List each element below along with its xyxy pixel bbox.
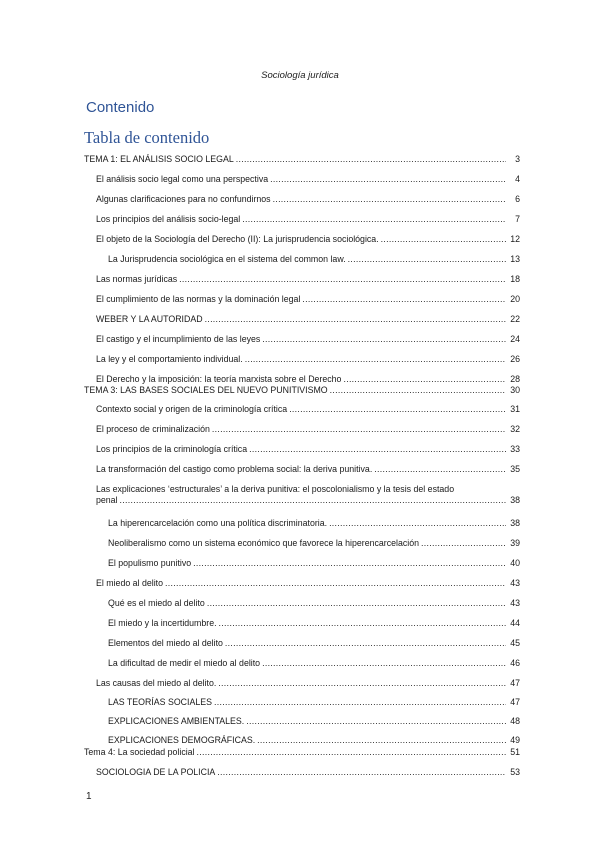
dot-leader: [242, 214, 506, 225]
dot-leader: [179, 274, 506, 285]
toc-entry[interactable]: [84, 747, 520, 758]
dot-leader: [330, 385, 506, 396]
dot-leader: [273, 194, 506, 205]
dot-leader: [197, 747, 506, 758]
toc-entry-page: 43: [510, 578, 520, 588]
toc-entry-page: 49: [510, 735, 520, 745]
toc-entry-page: 38: [510, 495, 520, 505]
dot-leader: [270, 174, 506, 185]
toc-entry-title: La ley y el comportamiento individual.: [96, 354, 243, 364]
toc-entry[interactable]: [96, 578, 520, 589]
toc-entry-page: 51: [510, 747, 520, 757]
toc-entry-page: 53: [510, 767, 520, 777]
dot-leader: [165, 578, 506, 589]
dot-leader: [348, 254, 506, 265]
toc-entry-page: 44: [510, 618, 520, 628]
toc-entry-page: 38: [510, 518, 520, 528]
toc-entry[interactable]: [96, 374, 520, 385]
toc-entry-page: 18: [510, 274, 520, 284]
toc-entry-page: 40: [510, 558, 520, 568]
toc-entry-title: Tema 4: La sociedad policial: [84, 747, 195, 757]
toc-entry-page: 47: [510, 697, 520, 707]
toc-entry[interactable]: [96, 174, 520, 185]
toc-entry[interactable]: [108, 638, 520, 649]
toc-entry-page: 7: [515, 214, 520, 224]
toc-entry-page: 26: [510, 354, 520, 364]
toc-entry-page: 35: [510, 464, 520, 474]
toc-entry-title-continued: penal: [96, 495, 118, 505]
contenido-heading: Contenido: [86, 99, 155, 116]
dot-leader: [219, 618, 506, 629]
toc-entry[interactable]: [108, 716, 520, 727]
toc-entry[interactable]: [108, 618, 520, 629]
toc-entry-page: 45: [510, 638, 520, 648]
dot-leader: [218, 678, 506, 689]
dot-leader: [289, 404, 506, 415]
running-header: Sociología jurídica: [261, 70, 339, 81]
dot-leader: [374, 464, 506, 475]
toc-entry-page: 31: [510, 404, 520, 414]
toc-entry-page: 39: [510, 538, 520, 548]
toc-entry[interactable]: [96, 444, 520, 455]
toc-entry[interactable]: [96, 234, 520, 245]
toc-entry-title: Neoliberalismo como un sistema económico que favorece la hiperencarcelación: [108, 538, 419, 548]
toc-entry-title: Elementos del miedo al delito: [108, 638, 223, 648]
toc-entry-title: El miedo y la incertidumbre.: [108, 618, 217, 628]
toc-entry-page: 47: [510, 678, 520, 688]
toc-entry-title: La hiperencarcelación como una política discriminatoria.: [108, 518, 328, 528]
toc-entry-title: El proceso de criminalización: [96, 424, 210, 434]
dot-leader: [262, 334, 506, 345]
toc-entry-page: 6: [515, 194, 520, 204]
toc-entry[interactable]: [84, 154, 520, 165]
toc-entry-title: Las normas jurídicas: [96, 274, 178, 284]
toc-entry[interactable]: [108, 518, 520, 529]
dot-leader: [205, 314, 506, 325]
dot-leader: [257, 735, 506, 746]
toc-entry-title: El cumplimiento de las normas y la dominación legal: [96, 294, 301, 304]
dot-leader: [249, 444, 506, 455]
toc-entry-page: 20: [510, 294, 520, 304]
toc-entry-page: 13: [510, 254, 520, 264]
toc-entry[interactable]: [84, 385, 520, 396]
dot-leader: [207, 598, 506, 609]
toc-entry[interactable]: [108, 598, 520, 609]
toc-entry-page: 46: [510, 658, 520, 668]
dot-leader: [302, 294, 506, 305]
toc-entry-title: EXPLICACIONES AMBIENTALES.: [108, 716, 245, 726]
dot-leader: [343, 374, 506, 385]
toc-entry[interactable]: [96, 767, 520, 778]
toc-entry[interactable]: [96, 464, 520, 475]
toc-entry[interactable]: [96, 678, 520, 689]
toc-entry-title: EXPLICACIONES DEMOGRÁFICAS.: [108, 735, 256, 745]
toc-entry[interactable]: [96, 194, 520, 205]
toc-entry-page: 30: [510, 385, 520, 395]
toc-entry-title: TEMA 1: EL ANÁLISIS SOCIO LEGAL: [84, 154, 234, 164]
toc-entry-page: 33: [510, 444, 520, 454]
dot-leader: [217, 767, 506, 778]
toc-entry-title: El objeto de la Sociología del Derecho (II): La jurisprudencia sociológica.: [96, 234, 379, 244]
toc-entry[interactable]: [96, 354, 520, 365]
toc-entry-page: 3: [515, 154, 520, 164]
toc-entry-page: 12: [510, 234, 520, 244]
toc-entry-title: El castigo y el incumplimiento de las leyes: [96, 334, 261, 344]
toc-entry-page: 4: [515, 174, 520, 184]
toc-entry-page: 43: [510, 598, 520, 608]
toc-entry-title: Algunas clarificaciones para no confundirnos: [96, 194, 271, 204]
toc-entry-page: 24: [510, 334, 520, 344]
toc-entry-title: WEBER Y LA AUTORIDAD: [96, 314, 203, 324]
toc-entry[interactable]: [96, 294, 520, 305]
toc-entry[interactable]: [96, 334, 520, 345]
dot-leader: [236, 154, 506, 165]
toc-entry[interactable]: [96, 214, 520, 225]
toc-entry[interactable]: [96, 274, 520, 285]
toc-entry[interactable]: [108, 538, 520, 549]
toc-entry-title: Qué es el miedo al delito: [108, 598, 205, 608]
toc-entry[interactable]: [108, 658, 520, 669]
toc-entry-page: 32: [510, 424, 520, 434]
toc-entry[interactable]: [96, 424, 520, 435]
toc-entry-title: Las causas del miedo al delito.: [96, 678, 217, 688]
toc-entry[interactable]: [108, 558, 520, 569]
toc-entry-title: Los principios de la criminología crítica: [96, 444, 248, 454]
toc-entry-title: LAS TEORÍAS SOCIALES: [108, 697, 212, 707]
toc-entry-title: El análisis socio legal como una perspectiva: [96, 174, 269, 184]
toc-entry-title: El Derecho y la imposición: la teoría marxista sobre el Derecho: [96, 374, 342, 384]
toc-entry[interactable]: [96, 314, 520, 325]
toc-entry-page: 28: [510, 374, 520, 384]
toc-entry-title: TEMA 3: LAS BASES SOCIALES DEL NUEVO PUNITIVISMO: [84, 385, 328, 395]
toc-entry-title: La Jurisprudencia sociológica en el sistema del common law.: [108, 254, 346, 264]
dot-leader: [120, 495, 506, 506]
toc-entry[interactable]: [96, 404, 520, 415]
dot-leader: [421, 538, 506, 549]
toc-entry-title: La transformación del castigo como problema social: la deriva punitiva.: [96, 464, 373, 474]
dot-leader: [193, 558, 506, 569]
toc-entry-title: La dificultad de medir el miedo al delito: [108, 658, 261, 668]
toc-entry-title: Contexto social y origen de la criminología crítica: [96, 404, 288, 414]
toc-title: Tabla de contenido: [84, 128, 210, 147]
dot-leader: [214, 697, 506, 708]
toc-entry[interactable]: [108, 254, 520, 265]
toc-entry-title: El miedo al delito: [96, 578, 163, 588]
toc-entry-page: 22: [510, 314, 520, 324]
toc-entry-title: Los principios del análisis socio-legal: [96, 214, 241, 224]
dot-leader: [246, 716, 506, 727]
toc-entry-title: Las explicaciones ‘estructurales’ a la deriva punitiva: el poscolonialismo y la tesis del estado: [96, 484, 455, 494]
dot-leader: [262, 658, 506, 669]
toc-entry-title: El populismo punitivo: [108, 558, 192, 568]
dot-leader: [212, 424, 506, 435]
toc-entry-page: 48: [510, 716, 520, 726]
toc-entry[interactable]: [96, 484, 520, 506]
page-number: 1: [86, 791, 92, 802]
toc-entry[interactable]: [108, 697, 520, 708]
dot-leader: [381, 234, 506, 245]
toc-entry-title: SOCIOLOGIA DE LA POLICIA: [96, 767, 216, 777]
dot-leader: [225, 638, 506, 649]
dot-leader: [329, 518, 506, 529]
toc-entry[interactable]: [108, 735, 520, 746]
dot-leader: [245, 354, 506, 365]
